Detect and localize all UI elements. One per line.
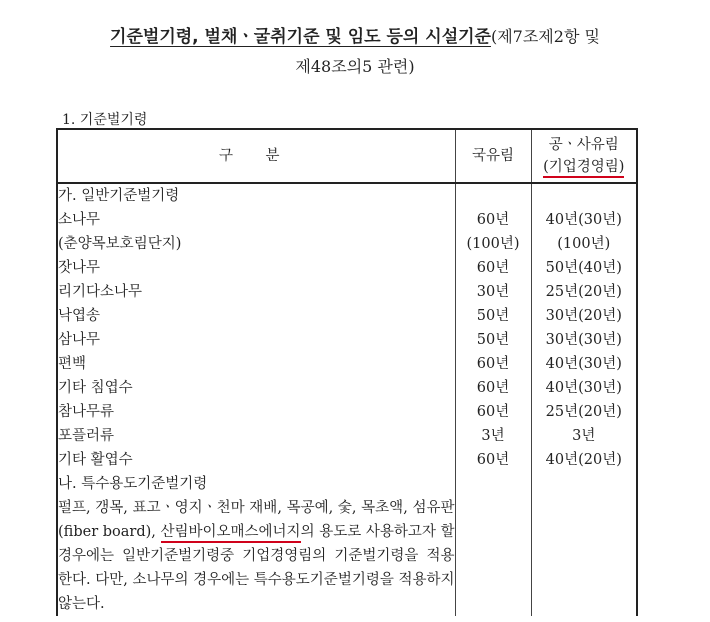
public-age: 40년(20년) [531, 448, 637, 472]
species-name: 참나무류 [57, 400, 455, 424]
public-age: 25년(20년) [531, 280, 637, 304]
header-category: 구 분 [57, 129, 455, 183]
document-title [0, 22, 710, 82]
public-age: 3년 [531, 424, 637, 448]
table-row [57, 352, 637, 376]
table-row [57, 232, 637, 256]
note-text-after: 의 용도로 사용하고자 할 경우에는 일반기준벌기령중 기업경영림의 기준벌기령을 적용한다. 다만, 소나무의 경우에는 특수용도기준벌기령을 적용하지 않는다. [58, 524, 455, 612]
note-text-before: 펄프, 갱목, 표고ㆍ영지ㆍ천마 재배, 목공예, 숯, 목초액, 섬유판(fiber board), [58, 500, 455, 540]
table-row [57, 376, 637, 400]
note-highlight: 산림바이오매스에너지 [161, 524, 301, 543]
section-b-label: 나. 특수용도기준벌기령 [57, 472, 455, 496]
species-name: 리기다소나무 [57, 280, 455, 304]
table-row [57, 304, 637, 328]
header-public-line1: 공ㆍ사유림 [548, 137, 619, 153]
public-age: 25년(20년) [531, 400, 637, 424]
national-age: 3년 [455, 424, 531, 448]
species-name: 잣나무 [57, 256, 455, 280]
table-header-row [57, 129, 637, 183]
header-public-line2: (기업경영림) [543, 159, 624, 178]
public-age: 40년(30년) [531, 208, 637, 232]
national-age: 50년 [455, 328, 531, 352]
section-row-a [57, 183, 637, 208]
title-line2: 제48조의5 관련) [295, 57, 415, 76]
species-name: 포플러류 [57, 424, 455, 448]
species-name: 소나무 [57, 208, 455, 232]
national-age: (100년) [455, 232, 531, 256]
table-row [57, 280, 637, 304]
national-age: 60년 [455, 256, 531, 280]
table-row [57, 424, 637, 448]
section-label: 1. 기준벌기령 [62, 112, 148, 128]
national-age: 60년 [455, 352, 531, 376]
header-public [531, 129, 637, 183]
header-national: 국유림 [455, 129, 531, 183]
public-age: 40년(30년) [531, 376, 637, 400]
public-age: 50년(40년) [531, 256, 637, 280]
table-row [57, 448, 637, 472]
felling-age-table [56, 128, 638, 616]
table-row [57, 256, 637, 280]
public-age: 40년(30년) [531, 352, 637, 376]
table-row [57, 400, 637, 424]
species-name: 낙엽송 [57, 304, 455, 328]
title-suffix: (제7조제2항 및 [490, 27, 600, 46]
national-age: 50년 [455, 304, 531, 328]
note-row [57, 496, 637, 616]
species-name: 기타 침엽수 [57, 376, 455, 400]
species-name: 기타 활엽수 [57, 448, 455, 472]
title-main: 기준벌기령, 벌채ㆍ굴취기준 및 임도 등의 시설기준 [110, 27, 491, 47]
national-age: 60년 [455, 208, 531, 232]
species-name: (춘양목보호림단지) [57, 232, 455, 256]
table-row [57, 208, 637, 232]
public-age: (100년) [531, 232, 637, 256]
section-row-b [57, 472, 637, 496]
national-age: 60년 [455, 400, 531, 424]
special-use-note [57, 496, 455, 616]
table-row [57, 328, 637, 352]
species-name: 편백 [57, 352, 455, 376]
section-a-label: 가. 일반기준벌기령 [57, 183, 455, 208]
national-age: 60년 [455, 376, 531, 400]
national-age: 30년 [455, 280, 531, 304]
public-age: 30년(30년) [531, 328, 637, 352]
species-name: 삼나무 [57, 328, 455, 352]
public-age: 30년(20년) [531, 304, 637, 328]
national-age: 60년 [455, 448, 531, 472]
